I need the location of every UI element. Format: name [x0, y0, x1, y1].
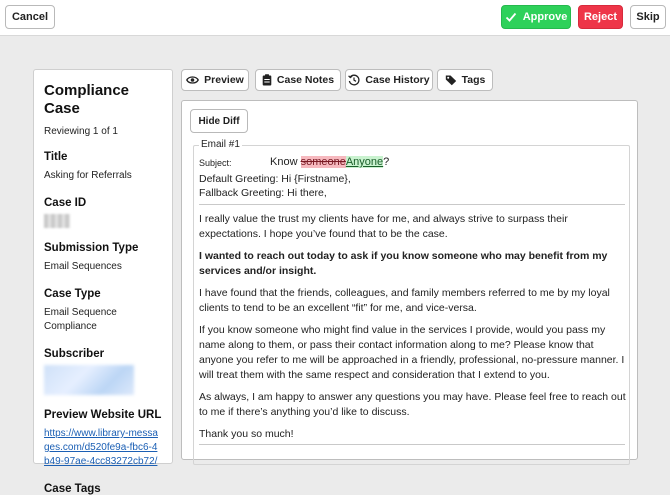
tab-case-notes[interactable] [255, 69, 341, 91]
subject-deleted-text: someone [300, 156, 346, 168]
history-icon [348, 74, 360, 86]
body-paragraph: If you know someone who might find value in the services I provide, would you pass my name along to them, or pass their contact information along to me? Please know that anyone you refer to me will be approached in a friendly, professional, no-pressure manner. I will treat them with the same respect and consideration that I extend to you. [199, 324, 625, 381]
subscriber-label: Subscriber [44, 348, 105, 360]
body-paragraph: I have found that the friends, colleagues, and family members referred to me by my loyal clients to tend to be an excellent “fit” for me, and vice-versa. [199, 287, 610, 314]
top-toolbar [0, 0, 670, 36]
skip-button[interactable]: Skip [630, 5, 666, 29]
cancel-button[interactable]: Cancel [5, 5, 55, 29]
case-tags-label: Case Tags [44, 483, 101, 495]
tab-preview[interactable] [181, 69, 249, 91]
eye-icon [186, 75, 199, 85]
case-type-label: Case Type [44, 288, 101, 300]
email-body [199, 212, 627, 449]
reviewing-count: Reviewing 1 of 1 [44, 126, 118, 137]
submission-type-value: Email Sequences [44, 261, 122, 272]
case-details-sidebar [33, 69, 173, 495]
subject-line [270, 156, 389, 168]
subscriber-value-redacted [44, 365, 134, 395]
preview-url-link[interactable]: https://www.library-messages.com/d520fe9a-fbc6-4b49-97ae-4cc83272cb72/ [44, 428, 158, 467]
preview-panel [181, 100, 638, 460]
case-type-value: Email Sequence Compliance [44, 307, 117, 332]
case-id-label: Case ID [44, 197, 87, 209]
email-preview [193, 139, 630, 465]
title-label: Title [44, 151, 68, 163]
email-legend: Email #1 [201, 139, 240, 150]
tab-tags-label: Tags [461, 74, 486, 86]
body-paragraph: As always, I am happy to answer any questions you may have. Please feel free to reach out to me if there’s anything you’d like to discuss. [199, 391, 626, 418]
divider [199, 204, 625, 205]
tab-case-notes-label: Case Notes [276, 74, 335, 86]
title-value: Asking for Referrals [44, 170, 132, 181]
subject-label: Subject: [199, 158, 232, 168]
tag-icon [445, 74, 457, 86]
clipboard-icon [262, 74, 272, 86]
hide-diff-button[interactable]: Hide Diff [190, 109, 248, 133]
divider [199, 444, 625, 445]
subject-inserted-text: Anyone [345, 156, 384, 168]
approve-button[interactable] [501, 5, 571, 29]
tab-tags[interactable] [437, 69, 493, 91]
reject-button[interactable]: Reject [578, 5, 623, 29]
sidebar-title: Compliance Case [44, 82, 130, 117]
subject-prefix: Know [270, 156, 301, 168]
check-icon [505, 11, 517, 23]
subject-suffix: ? [383, 156, 390, 168]
body-paragraph: Thank you so much! [199, 428, 294, 440]
tab-case-history[interactable] [345, 69, 433, 91]
fallback-greeting: Fallback Greeting: Hi there, [199, 187, 327, 199]
submission-type-label: Submission Type [44, 242, 139, 254]
tab-preview-label: Preview [204, 74, 244, 86]
preview-url-label: Preview Website URL [44, 409, 162, 421]
tab-case-history-label: Case History [365, 74, 430, 86]
body-paragraph-bold: I wanted to reach out today to ask if you know someone who may benefit from my services and/or insight. [199, 250, 608, 277]
default-greeting: Default Greeting: Hi {Firstname}, [199, 173, 351, 185]
approve-label: Approve [522, 11, 568, 23]
case-id-value-redacted [44, 214, 70, 228]
body-paragraph: I really value the trust my clients have for me, and always strive to surpass their expectations. I hope you’ve found that to be the case. [199, 213, 568, 240]
